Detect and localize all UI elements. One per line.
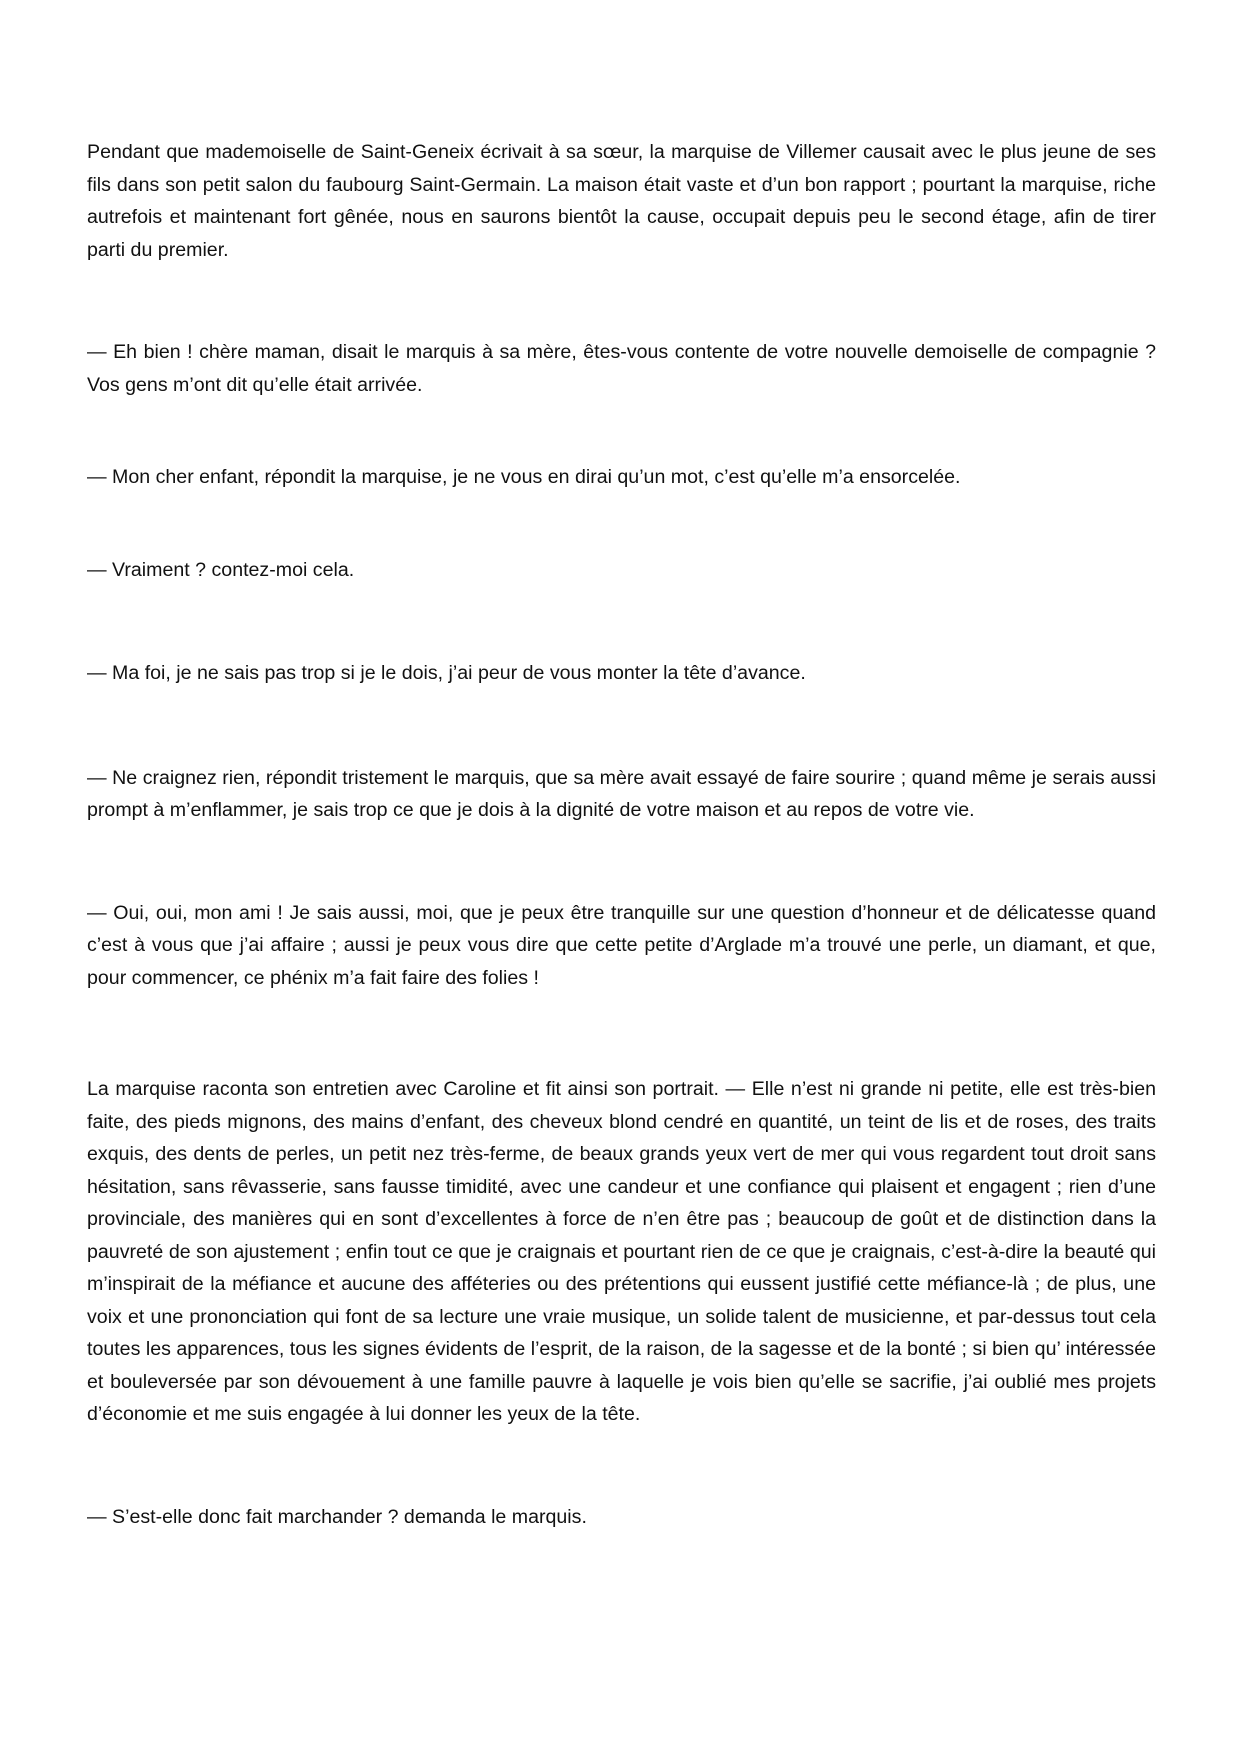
text-column xyxy=(87,136,1156,1533)
paragraph: — S’est-elle donc fait marchander ? demanda le marquis. xyxy=(87,1505,587,1528)
paragraph: — Mon cher enfant, répondit la marquise, je ne vous en dirai qu’un mot, c’est qu’elle m’a ensorcelée. xyxy=(87,466,961,488)
paragraph: Pendant que mademoiselle de Saint-Geneix écrivait à sa sœur, la marquise de Villemer causait avec le plus jeune de ses fils dans son petit salon du faubourg Saint-Germain. La maison était vaste et d’un bon rapport ; pourtant la marquise, riche autrefois et maintenant fort gênée, nous en saurons bientôt la cause, occupait depuis peu le second étage, afin de tirer parti du premier. xyxy=(87,141,1156,261)
paragraph: — Eh bien ! chère maman, disait le marquis à sa mère, êtes-vous contente de votre nouvelle demoiselle de compagnie ? Vos gens m’ont dit qu’elle était arrivée. xyxy=(87,341,1156,396)
paragraph: — Ma foi, je ne sais pas trop si je le dois, j’ai peur de vous monter la tête d’avance. xyxy=(87,662,806,684)
paragraph: La marquise raconta son entretien avec Caroline et fit ainsi son portrait. — Elle n’est ni grande ni petite, elle est très-bien faite, des pieds mignons, des mains d’enfant, des cheveux blond cendré en quantité, un teint de lis et de roses, des traits exquis, des dents de perles, un petit nez très-ferme, de beaux grands yeux vert de mer qui vous regardent tout droit sans hésitation, sans rêvasserie, sans fausse timidité, avec une candeur et une confiance qui plaisent et engagent ; rien d’une provinciale, des manières qui en sont d’excellentes à force de n’en être pas ; beaucoup de goût et de distinction dans la pauvreté de son ajustement ; enfin tout ce que je craignais et pourtant rien de ce que je craignais, c’est-à-dire la beauté qui m’inspirait de la méfiance et aucune des afféteries ou des prétentions qui eussent justifié cette méfiance-là ; de plus, une voix et une prononciation qui font de sa lecture une vraie musique, un solide talent de musicienne, et par-dessus tout cela toutes les apparences, tous les signes évidents de l’esprit, de la raison, de la sagesse et de la bonté ; si bien qu’ intéressée et bouleversée par son dévouement à une famille pauvre à laquelle je vois bien qu’elle se sacrifie, j’ai oublié mes projets d’économie et me suis engagée à lui donner les yeux de la tête. xyxy=(87,1078,1156,1425)
paragraph: — Oui, oui, mon ami ! Je sais aussi, moi, que je peux être tranquille sur une question d’honneur et de délicatesse quand c’est à vous que j’ai affaire ; aussi je peux vous dire que cette petite d’Arglade m’a trouvé une perle, un diamant, et que, pour commencer, ce phénix m’a fait faire des folies ! xyxy=(87,901,1156,989)
paragraph: — Ne craignez rien, répondit tristement le marquis, que sa mère avait essayé de faire sourire ; quand même je serais aussi prompt à m’enflammer, je sais trop ce que je dois à la dignité de votre maison et au repos de votre vie. xyxy=(87,766,1156,821)
paragraph: — Vraiment ? contez-moi cela. xyxy=(87,558,355,581)
